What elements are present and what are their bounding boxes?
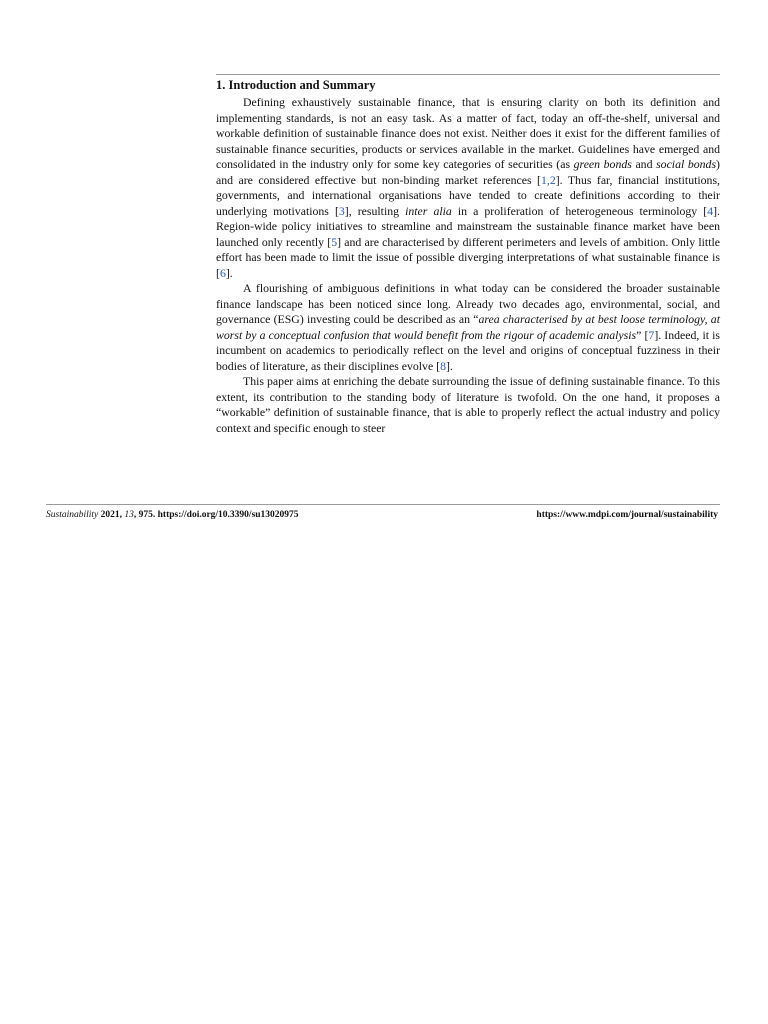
header-rule: [216, 74, 720, 75]
italic-term: inter alia: [405, 203, 452, 218]
text-run: ]. Region-wide policy initiatives to streamline and mainstream the sustainable finance market have been launched only recently [: [216, 203, 720, 249]
text-run: ].: [445, 358, 453, 373]
text-run: ]. Indeed, it is incumbent on academics to periodically reflect on the level and origins of conceptual fuzziness in their bodies of literature, as their disciplines evolve [: [216, 327, 720, 373]
citation-link[interactable]: 5: [331, 234, 338, 249]
citation-link[interactable]: 4: [707, 203, 714, 218]
text-run: in a proliferation of heterogeneous terminology [: [451, 203, 708, 218]
footer-citation: [46, 509, 299, 522]
footer-volume: 13: [124, 510, 134, 520]
italic-term: social bonds: [656, 157, 717, 171]
paragraph-2: [216, 281, 720, 374]
body-text: [216, 95, 720, 436]
footer-journal-url[interactable]: https://www.mdpi.com/journal/sustainability: [536, 510, 718, 520]
text-run: ) and are considered effective but non-binding market references [: [216, 157, 720, 187]
paragraph-3: [216, 374, 720, 436]
footer-rule: [46, 504, 720, 505]
citation-link[interactable]: 8: [440, 358, 446, 373]
footer-doi-link[interactable]: , 975. https://doi.org/10.3390/su13020975: [133, 510, 299, 520]
text-run: ” [: [636, 327, 649, 342]
footer-year: 2021,: [98, 510, 125, 520]
citation-link[interactable]: 6: [219, 265, 226, 280]
text-run: ]. Thus far, financial institutions, governments, and international organisations have tended to create definitions according to their underlying motivations [: [216, 172, 720, 218]
text-run: and: [631, 157, 657, 171]
paragraph-1: [216, 95, 720, 281]
text-run: ].: [225, 265, 233, 280]
citation-link[interactable]: 3: [338, 203, 345, 218]
text-run: This paper aims at enriching the debate surrounding the issue of defining sustainable finance. To this extent, its contribution to the standing body of literature is twofold. On the one hand, it proposes a “workable” definition of sustainable finance, that is able to properly reflect the actual industry and policy context and specific enough to steer: [216, 374, 720, 435]
section-heading: 1. Introduction and Summary: [216, 78, 376, 92]
text-run: ], resulting: [344, 203, 406, 218]
italic-term: green bonds: [573, 157, 632, 171]
text-run: ] and are characterised by different perimeters and levels of ambition. Only little effort has been made to limit the issue of possible diverging interpretations of what sustainable finance is [: [216, 234, 720, 280]
text-run: A flourishing of ambiguous definitions in what today can be considered the broader sustainable finance landscape has been noticed since long. Already two decades ago, environmental, social, and governance (ESG) investing could be described as an “: [216, 281, 720, 326]
citation-link[interactable]: 7: [648, 327, 655, 342]
citation-link[interactable]: 1,2: [541, 172, 556, 187]
italic-term: area characterised by at best loose terminology, at worst by a conceptual confusion that would benefit from the rigour of academic analysis: [216, 312, 720, 342]
footer-journal-name: Sustainability: [46, 510, 99, 520]
text-run: Defining exhaustively sustainable finance, that is ensuring clarity on both its definition and implementing standards, is not an easy task. As a matter of fact, today an off-the-shelf, universal and workable definition of sustainable finance does not exist. Neither does it exist for the different families of sustainable finance securities, products or services available in the market. Guidelines have emerged and consolidated in the industry only for some key categories of securities (as: [216, 95, 720, 171]
